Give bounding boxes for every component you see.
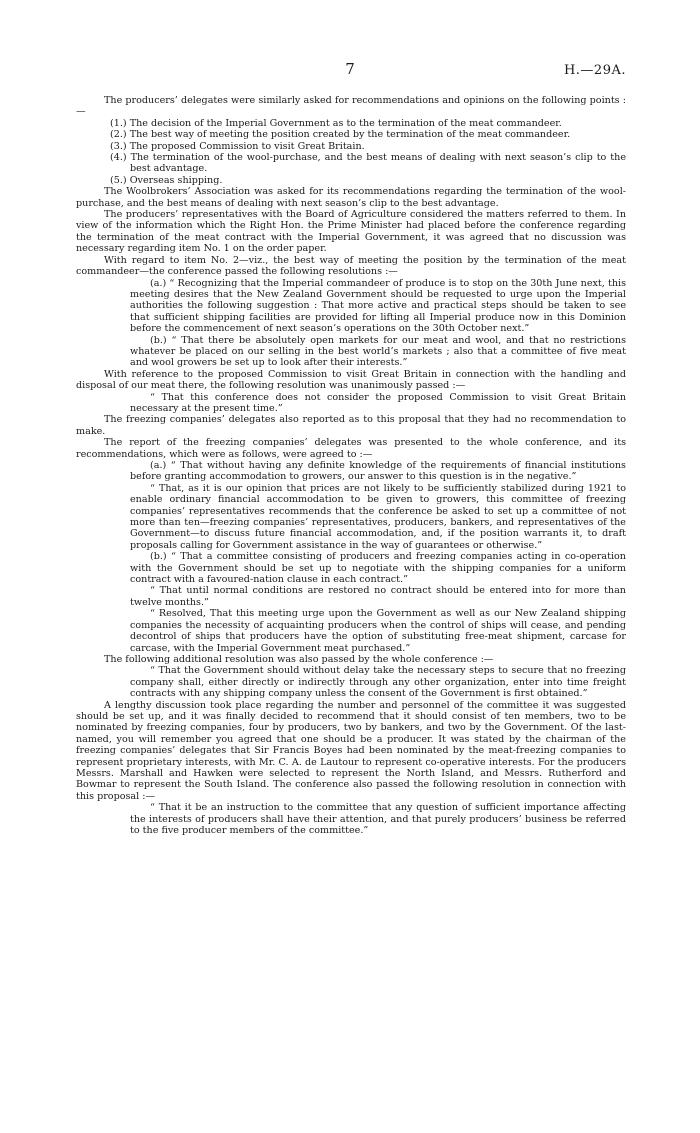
paragraph-producers-representatives: The producers’ representatives with the Board of Agriculture considered the matters referred to them. In view of the information which the Right Hon. the Prime Minister had placed before the conference regarding the termination of the meat contract with the Imperial Government, it was agreed that no discussion was necessary regarding item No. 1 on the order paper. — [76, 209, 626, 255]
paragraph-freezing: The freezing companies’ delegates also reported as to this proposal that they had no recommendation to make. — [76, 414, 626, 437]
page-number: 7 — [345, 60, 355, 78]
resolution-commission: “ That this conference does not consider the proposed Commission to visit Great Britain necessary at the present time.” — [130, 391, 626, 414]
list-item: (1.) The decision of the Imperial Government as to the termination of the meat commandeer. — [110, 117, 562, 129]
list-item: (4.) The termination of the wool-purchase, and the best means of dealing with next season’s clip to the best advantage. — [110, 152, 626, 175]
resolution-additional: “ That the Government should without delay take the necessary steps to secure that no freezing company shall, either directly or indirectly through any other organization, enter into time freight contracts with any shipping company unless the consent of the Government is first obtained.” — [130, 665, 626, 700]
recommendation-b-contract: “ That until normal conditions are restored no contract should be entered into for more than twelve months.” — [130, 585, 626, 608]
recommendation-b: (b.) “ That a committee consisting of producers and freezing companies acting in co-operation with the Government should be set up to negotiate with the shipping companies for a uniform contract with a favoured-nation clause in each contract.” — [130, 551, 626, 586]
document-body — [76, 95, 626, 836]
resolution-a: (a.) “ Recognizing that the Imperial commandeer of produce is to stop on the 30th June next, this meeting desires that the New Zealand Government should be requested to urge upon the Imperial authorities the following suggestion : That more active and practical steps should be taken to see that sufficient shipping facilities are provided for lifting all Imperial produce now in this Dominion before the commencement of next season’s operations on the 30th October next.” — [130, 277, 626, 335]
recommendation-a: (a.) “ That without having any definite knowledge of the requirements of financial institutions before granting accommodation to growers, our answer to this question is in the negative.” — [130, 460, 626, 483]
document-reference: H.—29A. — [563, 63, 626, 78]
list-item: (3.) The proposed Commission to visit Great Britain. — [110, 140, 365, 152]
list-item: (2.) The best way of meeting the position created by the termination of the meat commandeer. — [110, 129, 571, 141]
resolution-final: “ That it be an instruction to the committee that any question of sufficient importance affecting the interests of producers shall have their attention, and that purely producers’ business be referred to the five producer members of the committee.” — [130, 802, 626, 836]
paragraph-commission: With reference to the proposed Commission to visit Great Britain in connection with the handling and disposal of our meat there, the following resolution was unanimously passed :— — [76, 368, 626, 392]
paragraph-discussion: A lengthy discussion took place regarding the number and personnel of the committee it was suggested should be set up, and it was finally decided to recommend that it should consist of ten members, two to be nominated by freezing companies, four by producers, two by bankers, and two by the Government. Of the last-named, you will remember you agreed that one should be a producer. It was stated by the chairman of the freezing companies’ delegates that Sir Francis Boyes had been nominated by the meat-freezing companies to represent proprietary interests, with Mr. C. A. de Lautour to represent co-operative interests. For the producers Messrs. Marshall and Hawken were selected to represent the North Island, and Messrs. Rutherford and Bowmar to represent the South Island. The conference also passed the following resolution in connection with this proposal :— — [76, 699, 626, 802]
resolution-b: (b.) “ That there be absolutely open markets for our meat and wool, and that no restrictions whatever be placed on our selling in the best world’s markets ; also that a committee of five meat and wool growers be set up to look after their interests.” — [130, 334, 626, 369]
paragraph-additional: The following additional resolution was also passed by the whole conference :— — [104, 653, 494, 665]
paragraph-report: The report of the freezing companies’ delegates was presented to the whole conference, and its recommendations, which were as follows, were agreed to :— — [76, 437, 626, 460]
list-item: (5.) Overseas shipping. — [110, 174, 223, 186]
recommendation-a-continued: “ That, as it is our opinion that prices are not likely to be sufficiently stabilized during 1921 to enable ordinary financial accommodation to be given to growers, this committee of freezing companies’ representatives recommends that the conference be asked to set up a committee of not more than ten—freezing companies’ representatives, producers, bankers, and representatives of the Government—to discuss future financial accommodation, and, if the position warrants it, to draft proposals calling for Government assistance in the way of guarantees or otherwise.” — [130, 482, 626, 551]
intro-paragraph: The producers’ delegates were similarly asked for recommendations and opinions on the following points :— — [76, 95, 626, 118]
recommendation-b-resolved: “ Resolved, That this meeting urge upon the Government as well as our New Zealand shipping companies the necessity of acquainting producers when the control of ships will cease, and pending decontrol of ships that producers have the option of substituting free-meat shipment, carcase for carcase, with the Imperial Government meat purchased.” — [130, 608, 626, 654]
paragraph-woolbrokers: The Woolbrokers’ Association was asked for its recommendations regarding the termination of the wool-purchase, and the best means of dealing with next season’s clip to the best advantage. — [76, 186, 626, 209]
paragraph-item-2: With regard to item No. 2—viz., the best way of meeting the position by the termination of the meat commandeer—the conference passed the following resolutions :— — [76, 254, 626, 278]
